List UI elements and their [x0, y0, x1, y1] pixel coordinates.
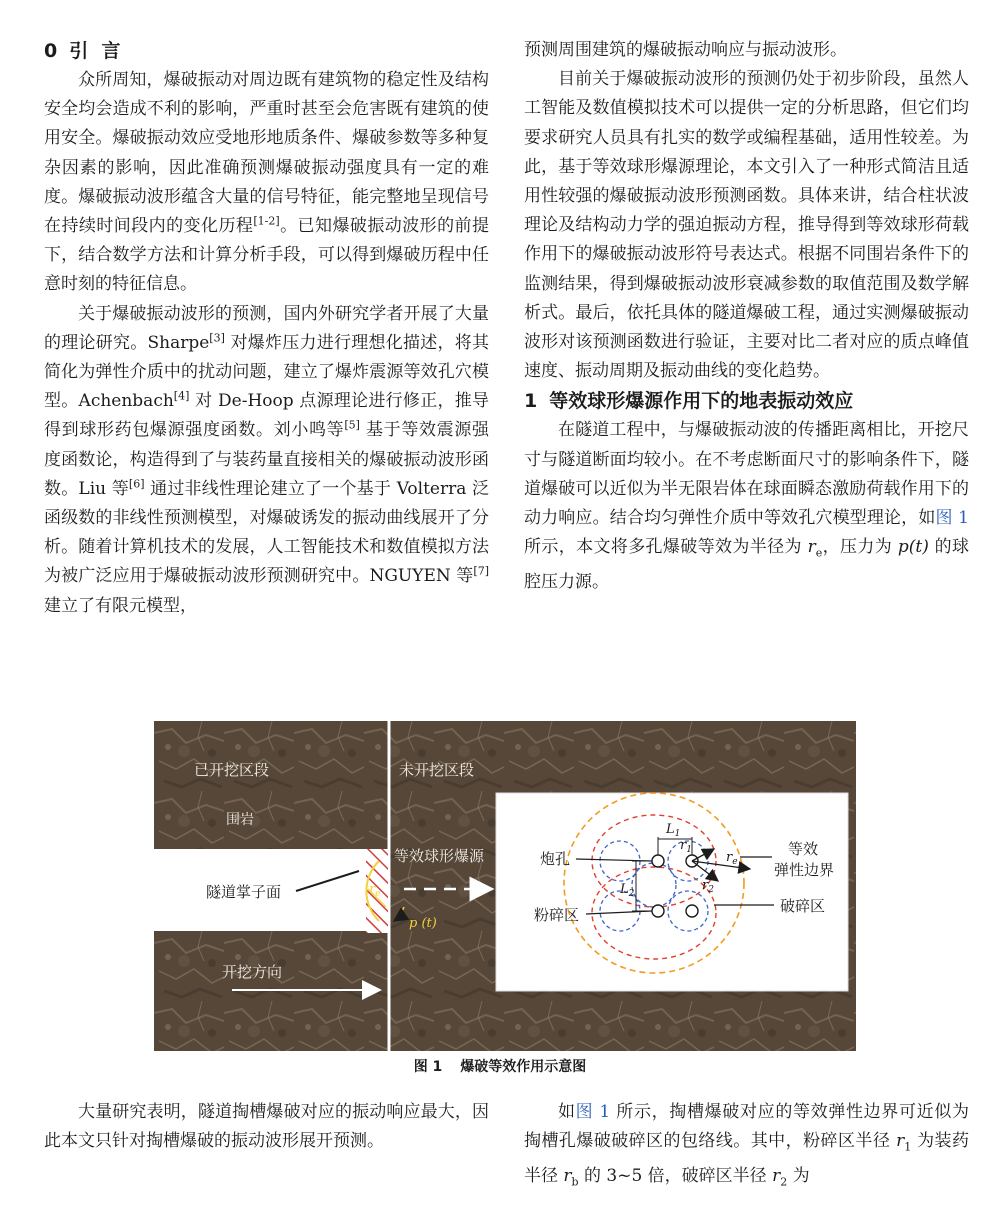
text-run: 基于等效震源强度函数论，构造得到了与装药量直接相关的爆破振动波形函数。Liu 等 [44, 420, 490, 499]
text-run: 为装药半径 [524, 1131, 969, 1186]
text-run: 对 De-Hoop 点源理论进行修正，推导得到球形药包爆源强度函数。刘小鸣等 [44, 391, 490, 441]
figure-1 [154, 721, 856, 1051]
section-1-title: 等效球形爆源作用下的地表振动效应 [549, 390, 854, 413]
label-crushed-zone: 粉碎区 [534, 906, 580, 924]
label-excavated-section: 已开挖区段 [194, 761, 270, 779]
citation: [3] [209, 331, 225, 345]
citation: [6] [128, 477, 145, 491]
text-run: 所示，掏槽爆破对应的等效弹性边界可近似为掏槽孔爆破破碎区的包络线。其中，粉碎区半径 [524, 1102, 969, 1152]
symbol-p: p [897, 537, 909, 558]
figure-1-caption [0, 1057, 1000, 1077]
text-run: 所示，本文将多孔爆破等效为半径为 [524, 537, 808, 558]
bottom-right-column [524, 1098, 969, 1196]
text-run: ，压力为 [822, 537, 898, 558]
label-unexcavated-section: 未开挖区段 [399, 761, 475, 779]
section-1-heading [524, 386, 969, 416]
section-1-paragraph-1 [524, 416, 969, 597]
bottom-left-column [44, 1098, 489, 1156]
detail-inset [496, 793, 848, 991]
section-1-number: 1 [524, 390, 538, 413]
label-equivalent-source: 等效球形爆源 [394, 847, 485, 865]
intro-continuation: 预测周围建筑的爆破振动响应与振动波形。 [524, 40, 847, 60]
label-elastic-boundary-1: 等效 [788, 840, 819, 858]
label-excavation-direction: 开挖方向 [222, 963, 283, 981]
label-r2: $r_2$ [702, 878, 714, 895]
label-r1: $r_1$ [680, 838, 692, 855]
figure-1-diagram [154, 721, 856, 1051]
text-run: 众所周知，爆破振动对周边既有建筑物的稳定性及结构安全均会造成不利的影响，严重时甚至会危害既有建筑的使用安全。爆破振动效应受地形地质条件、爆破参数等多种复杂因素的影响，因此准确预测爆破振动强度具有一定的难度。爆破振动波形蕴含大量的信号特征，能完整地呈现信号在持续时间段内的变化历程 [44, 70, 489, 237]
label-elastic-boundary-2: 弹性边界 [774, 861, 835, 879]
label-surrounding-rock: 围岩 [226, 812, 254, 828]
blast-hole-1 [652, 855, 664, 867]
citation: [5] [344, 418, 360, 432]
figure-1-link[interactable]: 图 1 [935, 508, 969, 529]
figure-1-link-2[interactable]: 图 1 [575, 1102, 611, 1122]
text-run: 对爆炸压力进行理想化描述，将其简化为弹性介质中的扰动问题，建立了爆炸震源等效孔穴模型。Achenbach [44, 332, 489, 412]
symbol-r1: r [896, 1131, 905, 1152]
text-run: 。已知爆破振动波形的前提下，结合数学方法和计算分析手段，可以得到爆破历程中任意时刻的特征信息。 [44, 216, 490, 295]
text-run: 通过非线性理论建立了一个基于 Volterra 泛函级数的非线性预测模型，对爆破诱发的振动曲线展开了分析。随着计算机技术的发展，人工智能技术和数值模拟方法为被广泛应用于爆破振动波形预测研究中。NGUYEN 等 [44, 478, 489, 587]
blast-hole-4 [686, 905, 698, 917]
symbol-t: (t) [908, 537, 929, 558]
text-run: 的球腔压力源。 [524, 537, 969, 592]
label-L1: $L_1$ [666, 822, 681, 839]
citation: [1-2] [253, 214, 280, 228]
bottom-left-paragraph: 大量研究表明，隧道掏槽爆破对应的振动响应最大，因此本文只针对掏槽爆破的振动波形展开预测。 [44, 1102, 489, 1152]
text-run: 如 [558, 1102, 576, 1122]
figure-caption-text: 爆破等效作用示意图 [460, 1059, 587, 1075]
subscript: 1 [904, 1140, 912, 1154]
right-column [524, 36, 969, 597]
text-run: 在隧道工程中，与爆破振动波的传播距离相比，开挖尺寸与隧道断面均较小。在不考虑断面尺寸的影响条件下，隧道爆破可以近似为半无限岩体在球面瞬态激励荷载作用下的动力响应。结合均匀弹性介质中等效孔穴模型理论，如 [524, 420, 969, 529]
blast-hole-3 [652, 905, 664, 917]
text-run: 的 3~5 倍，破碎区半径 [578, 1165, 773, 1186]
figure-caption-number: 图 1 [413, 1059, 443, 1075]
subscript: b [571, 1175, 579, 1189]
text-run: 建立了有限元模型， [44, 595, 197, 616]
intro-paragraph-2 [44, 300, 489, 621]
citation: [7] [473, 564, 489, 578]
subscript: e [815, 546, 823, 560]
symbol-r2: r [772, 1165, 781, 1186]
section-0-heading [44, 36, 489, 66]
bottom-right-paragraph [524, 1098, 969, 1196]
text-run: 为 [787, 1165, 810, 1186]
subscript: 2 [780, 1175, 788, 1189]
section-0-number: 0 [44, 40, 58, 62]
label-fractured-zone: 破碎区 [780, 897, 826, 915]
text-run: 关于爆破振动波形的预测，国内外研究学者开展了大量的理论研究。Sharpe [44, 303, 489, 353]
symbol-r: r [807, 537, 816, 558]
symbol-rb: r [563, 1165, 572, 1186]
label-tunnel-face: 隧道掌子面 [206, 883, 282, 901]
label-re-detail: $r_e$ [726, 850, 738, 867]
intro-paragraph-1 [44, 66, 489, 300]
label-L2: $L_2$ [620, 882, 635, 899]
section-0-title: 引 言 [69, 40, 121, 62]
label-blast-hole: 炮孔 [540, 850, 571, 868]
intro-paragraph-3: 目前关于爆破振动波形的预测仍处于初步阶段，虽然人工智能及数值模拟技术可以提供一定的分析思路，但它们均要求研究人员具有扎实的数学或编程基础，适用性较差。为此，基于等效球形爆源理论，本文引入了一种形式简洁且适用性较强的爆破振动波形预测函数。具体来讲，结合柱状波理论及结构动力学的强迫振动方程，推导得到等效球形荷载作用下的爆破振动波形符号表达式。根据不同围岩条件下的监测结果，得到爆破振动波形衰减参数的取值范围及数学解析式。最后，依托具体的隧道爆破工程，通过实测爆破振动波形对该预测函数进行验证，主要对比二者对应的质点峰值速度、振动周期及振动曲线的变化趋势。 [524, 69, 969, 382]
label-pressure: p (t) [409, 916, 437, 931]
label-re: $r_e$ [369, 882, 381, 899]
left-column [44, 36, 489, 621]
citation: [4] [173, 389, 190, 403]
